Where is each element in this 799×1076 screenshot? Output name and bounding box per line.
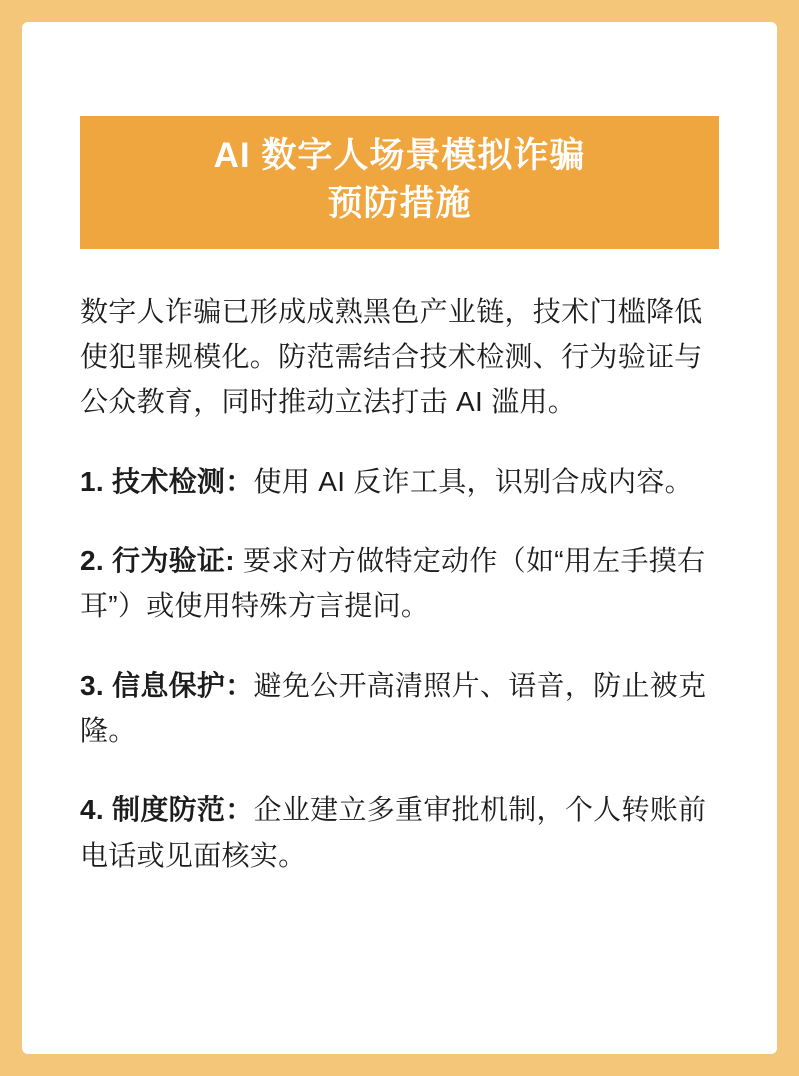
list-item	[80, 787, 719, 878]
page-title-line1: AI 数字人场景模拟诈骗	[213, 136, 586, 175]
list-item-lead: 3. 信息保护：	[80, 669, 254, 701]
list-item	[80, 459, 719, 504]
list-item-text: 避免公开高清照片、语音，防止被克隆。	[80, 669, 707, 747]
list-item	[80, 663, 719, 754]
list-item	[80, 538, 719, 629]
intro-paragraph: 数字人诈骗已形成成熟黑色产业链，技术门槛降低使犯罪规模化。防范需结合技术检测、行为验证与公众教育，同时推动立法打击 AI 滥用。	[80, 295, 703, 418]
title-banner	[80, 116, 719, 249]
list-item-lead: 1. 技术检测：	[80, 465, 254, 497]
content-card	[22, 22, 777, 1054]
list-item-lead: 2. 行为验证:	[80, 545, 235, 577]
list-item-text: 使用 AI 反诈工具，识别合成内容。	[253, 465, 693, 497]
page-title-line2: 预防措施	[327, 184, 472, 224]
list-item-lead: 4. 制度防范：	[80, 794, 254, 826]
card-inner	[22, 22, 777, 878]
list-item-text: 企业建立多重审批机制，个人转账前电话或见面核实。	[80, 794, 707, 871]
list-item-text: 要求对方做特定动作（如“用左手摸右耳”）或使用特殊方言提问。	[80, 545, 706, 622]
